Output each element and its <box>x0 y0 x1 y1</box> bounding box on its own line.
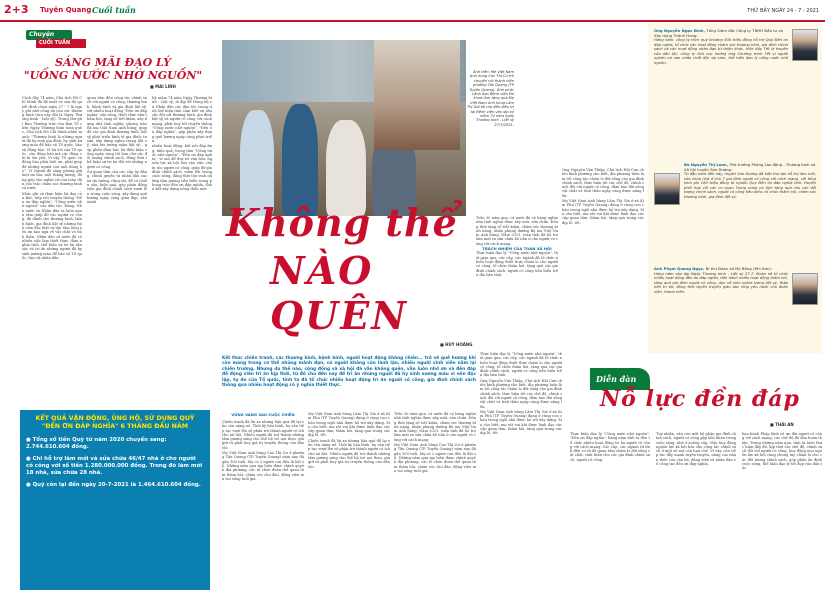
donation-box-title: KẾT QUẢ VẬN ĐỘNG, ỦNG HỘ, SỬ DỤNG QUỸ "ĐỀN ƠN ĐÁP NGHĨA" 6 THÁNG ĐẦU NĂM <box>35 415 195 430</box>
article1-column-1 <box>22 96 82 401</box>
article2-lower-column-4 <box>480 352 562 590</box>
article1-para: Khắc ghi và thực hiện lời dạy của Bác, tiếp nối truyền thống "Đền ơn đáp nghĩa", "Uống nước nhớ nguồn" của dân tộc, Đảng, Nhà nước và Nhân dân ta luôn quan tâm giúp đỡ các người có công, đã dành cho thương binh, bệnh binh, gia đình liệt sỹ những tình cảm đặc biệt và tận tâm lòng yêu ơn bao ngà về vật chất và tinh thần. Nhân dân cả nước đã có nhiều việc làm thiết thực, đảm nghĩa tình, thể hiện sự tri ân sâu sắc và tri ân những người đã hy sinh xương máu để bảo vệ Tổ quốc, bảo vệ nhân dân. <box>22 191 82 260</box>
opinion-3-text: Hàng năm vào dịp Ngày Thương binh - Liệt sỹ 27-7, Đoàn xã tổ chức nhiều hoạt động đền ơn đáp nghĩa, tiến hành nhiều hoạt động thăm hỏi, tặng quà gia đình người có công, dọn vệ sinh nghĩa trang liệt sỹ, thắp nến tri ân; đồng thời tuyên truyền giáo dục lòng yêu nước cho đoàn viên, thanh niên. <box>654 271 788 294</box>
article2-author: HUY HOÀNG <box>445 342 473 347</box>
article2-subhead-2: TRÁCH NHIỆM CỦA TOÀN XÃ HỘI <box>482 246 552 252</box>
article2-lead: Kết thúc chiến tranh, các thương binh, bệnh binh, người hoạt động kháng chiến... trở về quê hương khi còn mang trong cơ thể những mảnh đạn, có người không còn lành lặn, nhiều người vĩnh viễn nằm lại chiến trường. Nhưng dù thế nào, cộng đồng và xã hội đã vẫn không quên, vẫn luôn nhớ ơn và đền đáp để động viên tri ân kịp thời, từ đó cho đến nay để tri ân những người đã hy sinh xương máu vì nền độc lập, tự do của Tổ quốc, tỉnh ta đã tổ chức nhiều hoạt động tri ân người có công, gia đình chính sách thông qua nhiều hoạt động có ý nghĩa thiết thực. <box>222 356 476 389</box>
article2-para: Ông Nguyễn Văn Thiệp, Chủ tịch Hội Cựu chiến binh phường cho biết, địa phương luôn làm tốt công tác chăm lo đời sống cho gia đình chính sách, thực hiện tốt các chế độ, chính sách đối với người có công, đảm bảo đời sống vật chất và tinh thần ngày càng được nâng lên. <box>480 378 562 409</box>
article1-title <box>18 56 208 82</box>
page-header <box>0 0 825 22</box>
donation-results-box <box>20 410 210 590</box>
article2-para: Thực hiện đạo lý "Uống nước nhớ nguồn", thời gian qua, các cấp, các ngành đã tổ chức nhiều hoạt động thiết thực chăm lo cho người có công, tổ chức thăm hỏi, tặng quà các gia đình chính sách, người có công tiêu biểu trên địa bàn tỉnh. <box>476 251 558 277</box>
article1-title-line1: SÁNG MÃI ĐẠO LÝ <box>55 56 171 69</box>
brand-sub: Cuối tuần <box>92 5 136 15</box>
opinion-3 <box>654 267 788 294</box>
article1-para: Kỷ niệm 74 năm Ngày Thương binh - Liệt sỹ, là dịp để Đảng bộ và Nhân dân các dân tộc trong tỉnh thể hiện tình cảm biết ơn sâu sắc đối với thương binh, gia đình liệt sỹ và người có công với cách mạng, phát huy tốt truyền thống "Uống nước nhớ nguồn", "Đền ơn đáp nghĩa", góp phần xây dựng quê hương ngày càng phát triển. <box>152 96 212 143</box>
article3-column-1 <box>570 432 650 590</box>
section-tag-line2: CUỐI TUẦN <box>36 39 86 48</box>
portrait-photo-3 <box>792 273 818 305</box>
opinion-2-text: Từ đầu năm đến nay, huyện Sơn Dương đã tiếp thu tạo hỗ trợ làm mới, sửa chữa nhà ở cho 7 gia đình người có công với cách mạng, với tổng kinh phí 180 triệu đồng từ nguồn Quỹ Đền ơn đáp nghĩa tỉnh. Huyện phối hợp với các cơ quan Trung ương và tỉnh tặng quà cho các đối tượng chính sách, người có công tiêu biểu; tổ chức thăm hỏi, chăm sóc thương binh, gia đình liệt sỹ. <box>684 172 816 199</box>
article2-para: Ông Nguyễn Văn Thiệp, Chủ tịch Hội Cựu chiến binh phường cho biết, địa phương luôn làm tốt công tác chăm lo đời sống cho gia đình chính sách, thực hiện tốt các chế độ, chính sách đối với người có công, đảm bảo đời sống vật chất và tinh thần ngày càng được nâng lên. <box>562 168 644 198</box>
article2-para: Trên 30 năm qua, cả nước đã có hàng nghìn nhà tình nghĩa được xây mới, sửa chữa. Đồng thời tặng sổ tiết kiệm, chăm sóc thương binh nặng, nhận phụng dưỡng Bà mẹ Việt Nam Anh hùng. Năm 2021, toàn tỉnh đã hỗ trợ làm mới và sửa chữa 46 nhà ở cho người có công với cách mạng. <box>476 216 558 246</box>
article2-para: Mẹ Việt Nam Anh hùng Lâm Thị Giá ở xã Kim Phú (TP Tuyên Quang) đang ở cùng con cháu trong ngôi nhà được hỗ trợ xây dựng. Mẹ cho biết, mẹ rất vui khi được lãnh đạo các cấp quan tâm, thăm hỏi, tặng quà trong các dịp lễ, tết. <box>480 409 562 436</box>
opinion-1-name: Ông Nguyễn Ngọc Đình, <box>654 28 706 33</box>
article1-para: nhiều hoạt động, kết nối đáp ứng, hiệu quả, trọng tâm "Uống nước nhớ nguồn", "Đền ơn đáp nghĩa", vì sao để duy trì văn hóa, nguồn lực xã hội hóa vào việc chăm sóc người có công, giúp đỡ gia đình chính sách, vươn lên trong cuộc sống, đồng thời tôn vinh những tấm gương tiêu biểu trong phong trào đền ơn đáp nghĩa, đoàn kết xây dựng nông thôn mới. <box>152 144 212 192</box>
donation-item-2: ● Chi hỗ trợ làm mới và sửa chữa 46/47 nhà ở cho người có công với số tiền 1.280.000.000 đồng. Trong đó làm mới 18 nhà, sửa chữa 28 nhà. <box>26 456 203 476</box>
article3-para: Tuy nhiên, vẫn còn một bộ phận gia đình chính sách, người có công gặp khó khăn trong cuộc sống, nhà ở xuống cấp. Việc huy động nguồn lực xã hội hóa cho công tác chính sách ở một số nơi còn hạn chế. Vì vậy, cần tiếp tục đẩy mạnh tuyên truyền, nâng cao nhận thức của cán bộ, đảng viên và nhân dân về công tác đền ơn đáp nghĩa. <box>656 432 736 467</box>
article2-subhead-1-wrap <box>222 412 304 417</box>
article2-para: Chiến tranh đã lùi xa nhưng hậu quả để lại vẫn còn nặng nề. Thời kỳ hòa bình, họ vẫn tiếp tục vượt lên số phận trở thành người có ích cho xã hội. Nhiều người đã trở thành những tấm gương sáng cho thế hệ trẻ noi theo, gìn giữ và phát huy giá trị truyền thống của dân tộc. <box>222 420 304 450</box>
article1-title-line2: "UỐNG NƯỚC NHỚ NGUỒN" <box>23 69 203 82</box>
article2-upper-column-2 <box>562 168 644 346</box>
article2-para: Mẹ Việt Nam Anh hùng Lâm Thị Giá ở xã Kim Phú (TP Tuyên Quang) đang ở cùng con cháu trong ngôi nhà được hỗ trợ xây dựng. Mẹ cho biết, mẹ rất vui khi được lãnh đạo các cấp quan tâm, thăm hỏi, tặng quà trong các dịp lễ, tết. <box>308 412 390 438</box>
article2-lower-column-1 <box>222 420 304 590</box>
article1-para: quan tâm đến công tác chính sách với người có công, thương binh, bệnh binh và gia đình liệt sỹ, với nhiều hoạt động "Đền ơn đáp nghĩa" sâu rộng, thiết thực như thăm hỏi, tặng sổ tiết kiệm, xây dựng nhà tình nghĩa; phong trào Bà mẹ Việt Nam Anh hùng; giúp đỡ các gia đình thương binh, liệt sỹ phát triển kinh tế gia đình; tu sửa, xây dựng nghĩa trang liệt sỹ, nhà bia tưởng niệm liệt sỹ... góp phần đảm bảo lợi điều kiện sống ngày càng tốt hơn cho các đối tượng chính sách, đồng thời thể hiện sự tri ân đối với những người có công. <box>87 96 147 169</box>
article1-byline: ■ MAI LINH <box>150 84 176 89</box>
article2-para: Chiến tranh đã lùi xa nhưng hậu quả để lại vẫn còn nặng nề. Thời kỳ hòa bình, họ vẫn tiếp tục vượt lên số phận trở thành người có ích cho xã hội. Nhiều người đã trở thành những tấm gương sáng cho thế hệ trẻ noi theo, gìn giữ và phát huy giá trị truyền thống của dân tộc. <box>308 438 390 469</box>
opinion-1-role: Tổng Giám đốc Công ty TNHH Đầu tư và Xây dựng Thành Hưng: <box>654 28 783 38</box>
section-tag <box>26 30 86 48</box>
article1-para: Sự quan tâm của các cấp ủy đảng, chính quyền và nhân dân các xã tin tưởng, rộng rãi, để có chiều sâu, hiệu quả, góp phần động viên gia đình chính sách vươn lên trong cuộc sống, xây dựng quê hương ngày càng giàu đẹp, văn minh. <box>87 170 147 205</box>
article3-column-2 <box>656 432 736 590</box>
article3-author: THÁI AN <box>775 422 794 427</box>
article2-big-title <box>220 200 470 338</box>
brand-name: Tuyên Quang <box>40 6 92 14</box>
article3-byline: ■ THÁI AN <box>770 422 794 427</box>
donation-item-1: ● Tổng số tiền Quỹ từ năm 2020 chuyển sang: 2.744.610.604 đồng. <box>26 437 167 450</box>
article3-para: Thực hiện đạo lý "Uống nước nhớ nguồn", "Đền ơn đáp nghĩa", hàng năm tỉnh ta đều tổ chức nhiều hoạt động tri ân người có công với cách mạng. Các cấp, các ngành từ tỉnh đến cơ sở đã quan tâm chăm lo đời sống vật chất, tinh thần cho các gia đình chính sách, người có công. <box>570 432 650 462</box>
opinion-2-role: Phó trưởng Phòng Lao động - Thương binh và Xã hội huyện Sơn Dương: <box>684 162 816 172</box>
article1-column-3 <box>152 96 212 401</box>
page-number: 2+3 <box>4 3 29 16</box>
opinion-sidebar <box>648 23 822 353</box>
article2-para: Mẹ Việt Nam Anh hùng Cao Thị Cư ở phường Tân Quang (TP Tuyên Quang) năm nay đã gần 100 tuổi. Mẹ có 2 người con đều là liệt sỹ. Những năm qua mẹ luôn được chính quyền địa phương, các tổ chức đoàn thể quan tâm thăm hỏi, chăm sóc chu đáo, động viên mẹ vui sống tuổi già. <box>394 443 476 473</box>
article1-para: Cách đây 74 năm, Chủ tịch Hồ Chí Minh đã đề xuất và sau đó quyết định chọn ngày 27 - 7 là ngày ghi nhớ công ơn của các thương binh (sau này đổi là Ngày Thương binh - Liệt sỹ). Trong thư gửi Ban Thường trực của Ban Tổ chức Ngày Thương binh toàn quốc, Chủ tịch Hồ Chí Minh nhấn mạnh: "Thương binh là những người đã hy sinh gia đình, hy sinh xương máu để bảo vệ Tổ quốc, bảo vệ đồng bào. Vì lợi ích của Tổ quốc, của đồng bào mà các đồng chí bị ốm yếu. Vì vậy, Tổ quốc và đồng bào phải biết ơn, phải giúp đỡ những người con anh dũng ấy". Vì Người đã sáng phong giữ một ưu hai, một thắng lương, đồng góp vào nghĩa cử của toàn dân cho việc chăm sóc thương binh cả nước. <box>22 96 82 191</box>
article2-title-line2: NÀO QUÊN <box>270 248 408 338</box>
article1-author: MAI LINH <box>155 84 176 89</box>
opinion-3-role: Bí thư Đoàn xã Mỹ Bằng (Yên Sơn): <box>705 266 772 271</box>
article2-side-photo <box>374 40 460 150</box>
article2-para: Mẹ Việt Nam Anh hùng Lâm Thị Giá ở xã Kim Phú (TP Tuyên Quang) đang ở cùng con cháu trong ngôi nhà được hỗ trợ xây dựng. Mẹ cho biết, mẹ rất vui khi được lãnh đạo các cấp quan tâm, thăm hỏi, tặng quà trong các dịp lễ, tết. <box>562 199 644 225</box>
issue-date: THỨ BẢY NGÀY 24 - 7 - 2021 <box>747 8 819 14</box>
article2-subhead-1: VỮNG VÀNG SAU CUỘC CHIẾN <box>231 412 295 417</box>
article2-photo-caption: Ảnh trên: Mẹ Việt Nam Anh hùng Cao Thị Cư trò chuyện với thành niên phường Tân Quang (TP Tuyên Quang). Ảnh phải: Lãnh đạo Bệnh viện Đa khoa tỉnh tặng quà Mẹ Việt Nam Anh hùng Lâm Thị Giá tôi mẹ đến điều trị tại Bệnh viện vào dịp kỷ niệm 74 năm ngày Thương binh - Liệt sỹ 27/7/2021. <box>466 70 514 127</box>
section-tag-line1: Chuyện <box>26 30 72 40</box>
portrait-photo-1 <box>792 29 818 61</box>
article2-lower-column-3 <box>394 412 476 590</box>
article2-upper-column-1 <box>476 216 558 346</box>
opinion-1-text: Hàng năm, công ty trích quỹ khoảng 500 triệu đồng hỗ trợ Quỹ Đền ơn đáp nghĩa, tổ chức các hoạt động chăm sóc thương binh, gia đình chính sách và các hoạt động nhân đạo từ thiện khác. Việc đẩy Tết là truyền của dân tộc, công ty tích cực hưởng ứng Chương trình Tết vì người nghèo và nạn nhân chất độc da cam, thể hiện đạo lý uống nước nhớ nguồn. <box>654 38 788 65</box>
opinion-3-name: Anh Phạm Quang Ngọc, <box>654 266 705 271</box>
article1-column-2 <box>87 96 147 401</box>
article2-para: Mẹ Việt Nam Anh hùng Cao Thị Cư ở phường Tân Quang (TP Tuyên Quang) năm nay đã gần 100 tuổi. Mẹ có 2 người con đều là liệt sỹ. Những năm qua mẹ luôn được chính quyền địa phương, các tổ chức đoàn thể quan tâm thăm hỏi, chăm sóc chu đáo, động viên mẹ vui sống tuổi già. <box>222 451 304 481</box>
portrait-photo-2 <box>654 173 680 205</box>
opinion-1 <box>654 29 788 65</box>
donation-item-3: ● Quỹ còn lại đến ngày 20-7-2021 là 1.464.610.604 đồng. <box>26 482 201 488</box>
article2-para: Thực hiện đạo lý "Uống nước nhớ nguồn", thời gian qua, các cấp, các ngành đã tổ chức nhiều hoạt động thiết thực chăm lo cho người có công, tổ chức thăm hỏi, tặng quà các gia đình chính sách, người có công tiêu biểu trên địa bàn tỉnh. <box>480 352 562 378</box>
article3-section-label: Diễn đàn <box>596 374 637 384</box>
article3-para: ban hành Pháp lệnh về ưu đãi người có công với cách mạng, các chế độ đã dần hoàn thiện. Trong những năm qua, tỉnh ta luôn thực hiện đầy đủ, kịp thời các chế độ, chính sách đối với người có công, huy động mọi nguồn lực xã hội cùng chung tay chăm lo cho các đối tượng chính sách, góp phần ổn định cuộc sống, thể hiện đạo lý tốt đẹp của dân tộc. <box>742 432 822 471</box>
article2-lower-column-2 <box>308 412 390 590</box>
opinion-2-name: Bà Nguyễn Thị Loan, <box>684 162 729 167</box>
article2-title-line1: Không thể <box>226 200 458 245</box>
article2-byline: ■ HUY HOÀNG <box>440 342 473 347</box>
opinion-2 <box>684 163 816 199</box>
article3-column-3 <box>742 432 822 590</box>
article2-para: Trên 30 năm qua, cả nước đã có hàng nghìn nhà tình nghĩa được xây mới, sửa chữa. Đồng thời tặng sổ tiết kiệm, chăm sóc thương binh nặng, nhận phụng dưỡng Bà mẹ Việt Nam Anh hùng. Năm 2021, toàn tỉnh đã hỗ trợ làm mới và sửa chữa 46 nhà ở cho người có công với cách mạng. <box>394 412 476 442</box>
article3-title: Nỗ lực đền đáp <box>600 386 800 412</box>
